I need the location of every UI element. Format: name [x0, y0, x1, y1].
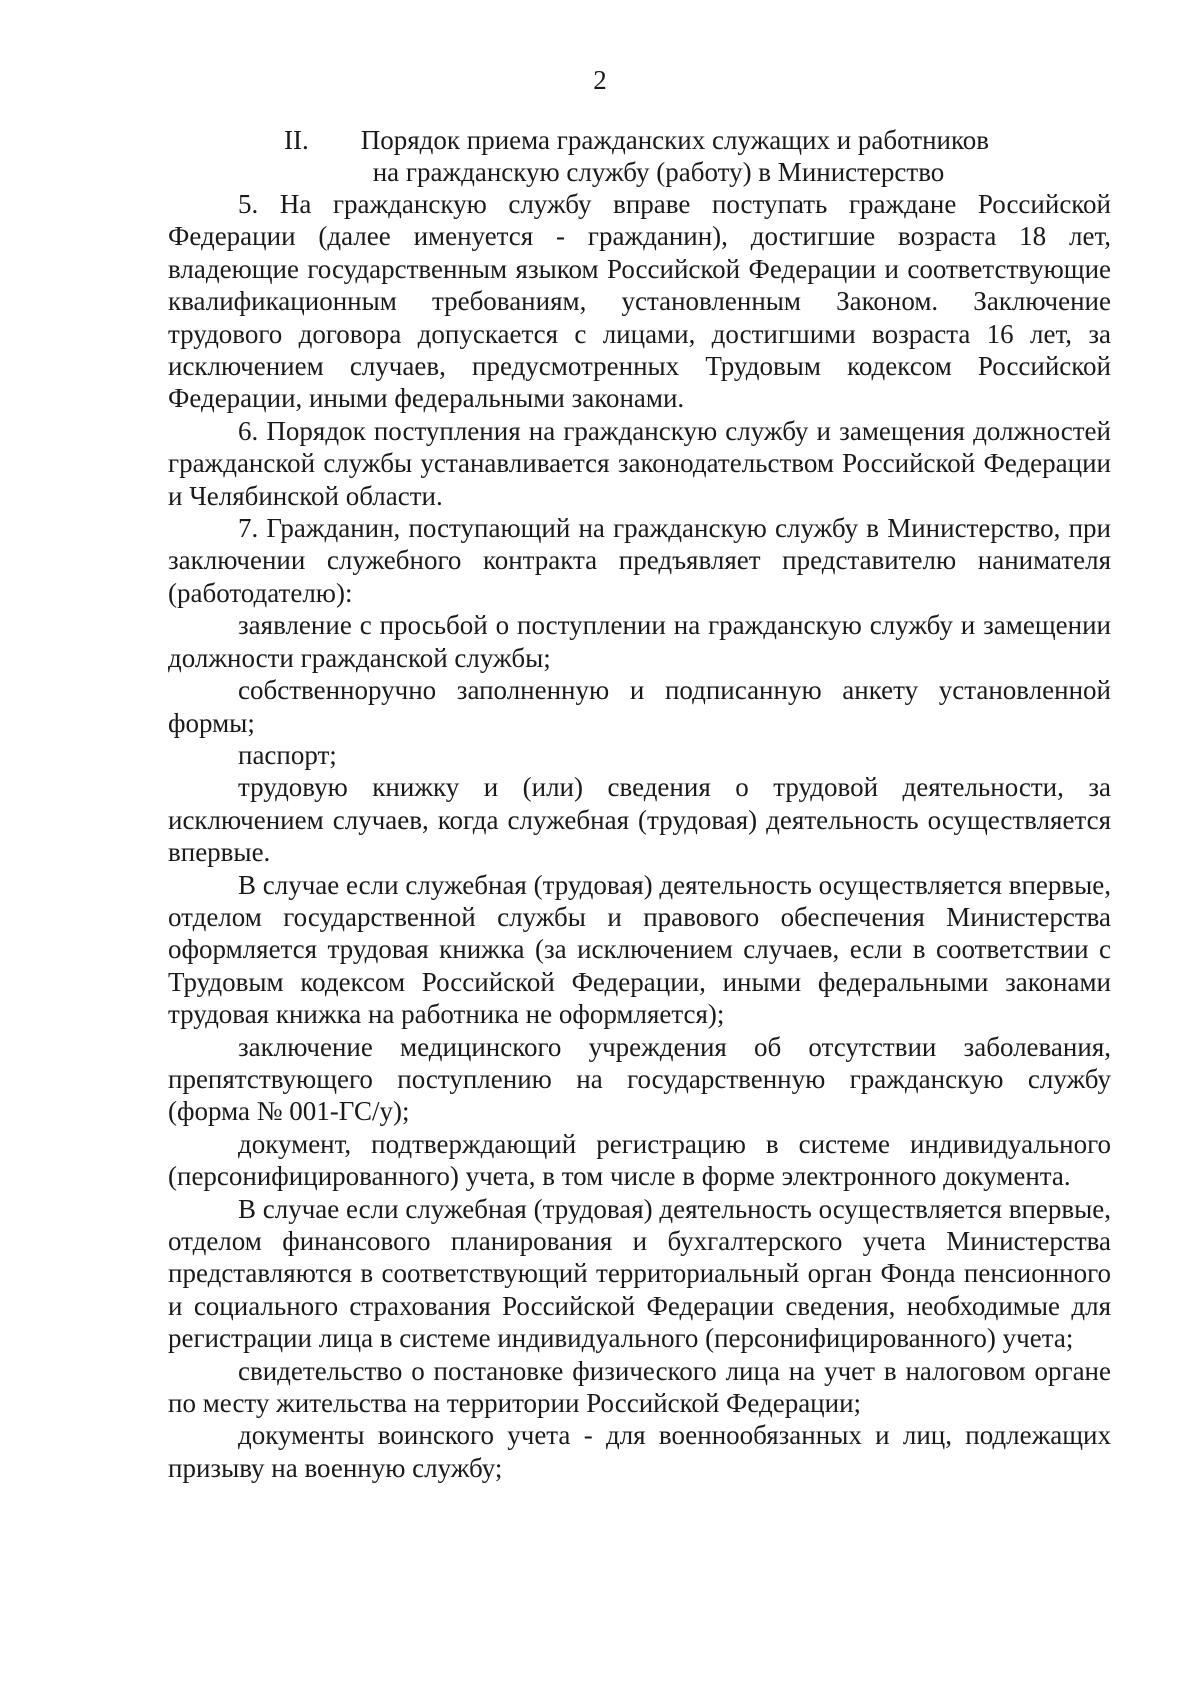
list-item-tax-certificate: свидетельство о постановке физического лица на учет в налоговом органе по месту жительства на территории Российской Федерации; [168, 1355, 1111, 1419]
section-number: II. [284, 125, 309, 155]
list-item-medical-certificate: заключение медицинского учреждения об отсутствии заболевания, препятствующего поступлению на государственную гражданскую службу (форма № 001-ГС/у); [168, 1031, 1111, 1127]
section-heading-line1 [165, 124, 1108, 156]
paragraph-registration-note: В случае если служебная (трудовая) деятельность осуществляется впервые, отделом финансового планирования и бухгалтерского учета Министерства представляются в соответствующий территориальный орган Фонда пенсионного и социального страхования Российской Федерации сведения, необходимые для регистрации лица в системе индивидуального (персонифицированного) учета; [168, 1193, 1111, 1354]
list-item-passport: паспорт; [238, 739, 337, 770]
section-title-line1: Порядок приема гражданских служащих и работников [360, 125, 989, 155]
section-title-line2: на гражданскую службу (работу) в Министерство [372, 157, 945, 187]
page-number: 2 [593, 65, 607, 95]
list-item-questionnaire: собственноручно заполненную и подписанную анкету установленной формы; [168, 675, 1111, 738]
list-item-registration-document: документ, подтверждающий регистрацию в системе индивидуального (персонифицированного) учета, в том числе в форме электронного документа. [168, 1128, 1111, 1192]
paragraph-7: 7. Гражданин, поступающий на гражданскую службу в Министерство, при заключении служебного контракта предъявляет представителю нанимателя (работодателю): [168, 513, 1111, 608]
section-heading [168, 124, 1111, 188]
paragraph-5: 5. На гражданскую службу вправе поступать граждане Российской Федерации (далее именуется - гражданин), достигшие возраста 18 лет, владеющие государственным языком Российской Федерации и соответствующие квалификационным требованиям, установленным Законом. Заключение трудового договора допускается с лицами, достигшими возраста 16 лет, за исключением случаев, предусмотренных Трудовым кодексом Российской Федерации, иными федеральными законами. [168, 189, 1111, 414]
list-item-application: заявление с просьбой о поступлении на гражданскую службу и замещении должности гражданской службы; [168, 610, 1111, 673]
paragraph-work-book-note: В случае если служебная (трудовая) деятельность осуществляется впервые, отделом государственной службы и правового обеспечения Министерства оформляется трудовая книжка (за исключением случаев, если в соответствии с Трудовым кодексом Российской Федерации, иными федеральными законами трудовая книжка на работника не оформляется); [168, 869, 1111, 1030]
list-item-military-documents: документы воинского учета - для военнообязанных и лиц, подлежащих призыву на военную службу; [168, 1420, 1111, 1483]
paragraph-6: 6. Порядок поступления на гражданскую службу и замещения должностей гражданской службы устанавливается законодательством Российской Федерации и Челябинской области. [168, 415, 1111, 511]
list-item-work-book: трудовую книжку и (или) сведения о трудовой деятельности, за исключением случаев, когда служебная (трудовая) деятельность осуществляется впервые. [168, 772, 1111, 868]
document-body [168, 124, 1111, 1484]
